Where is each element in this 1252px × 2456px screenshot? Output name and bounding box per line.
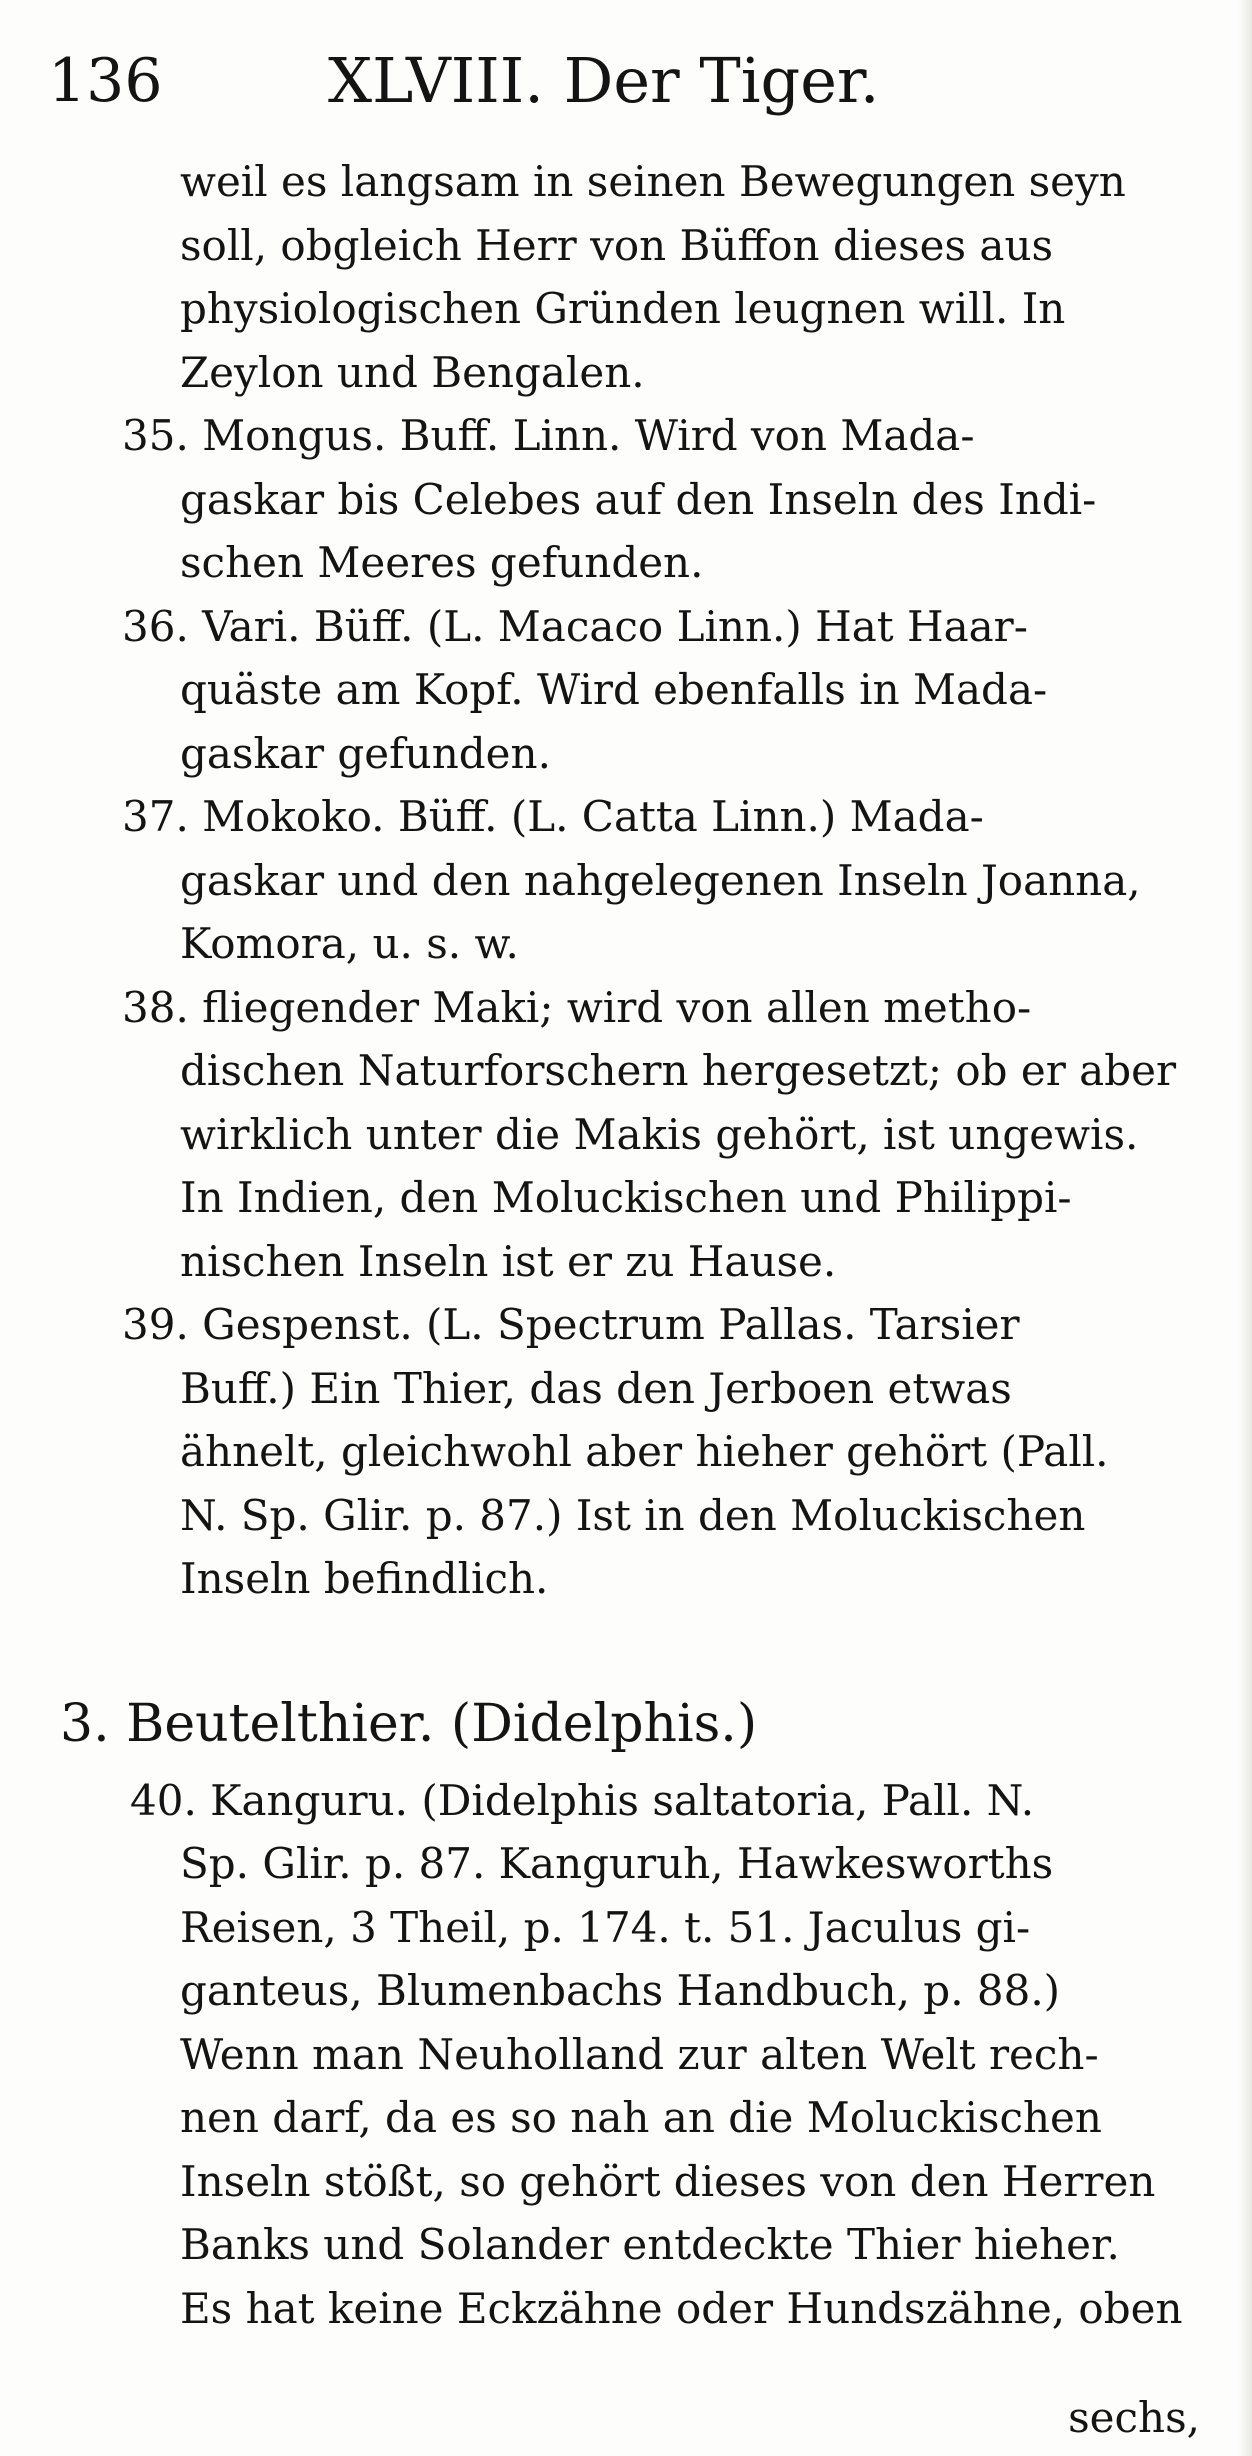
line-text: dischen Naturforschern hergesetzt; ob er aber (180, 1046, 1177, 1095)
text-line (60, 658, 1200, 722)
line-text: Buff.) Ein Thier, das den Jerboen etwas (180, 1363, 1012, 1413)
body-text (60, 150, 1200, 2442)
text-line (60, 1230, 1200, 1294)
line-text: 35. Mongus. Buff. Linn. Wird von Mada- (122, 411, 975, 460)
text-line (60, 849, 1200, 913)
line-text: In Indien, den Moluckischen und Philippi- (180, 1173, 1072, 1222)
text-line (60, 912, 1200, 976)
line-text: Wenn man Neuholland zur alten Welt rech- (180, 2029, 1099, 2079)
line-text: nen darf, da es so nah an die Moluckischen (180, 2093, 1102, 2142)
page-number: 136 (48, 46, 163, 116)
text-line (60, 2213, 1200, 2277)
text-line (60, 1166, 1200, 1230)
line-text: soll, obgleich Herr von Büffon dieses aus (180, 220, 1054, 270)
section-spacer (60, 1611, 1200, 1689)
line-text: N. Sp. Glir. p. 87.) Ist in den Moluckischen (180, 1490, 1086, 1540)
text-line (60, 341, 1200, 405)
text-line (60, 1896, 1200, 1960)
line-text: Zeylon und Bengalen. (180, 347, 645, 397)
catchword-line (60, 2340, 1200, 2442)
text-line (60, 1832, 1200, 1896)
line-text: Es hat keine Eckzähne oder Hundszähne, oben (180, 2283, 1183, 2333)
text-line (60, 1357, 1200, 1421)
text-line (60, 2023, 1200, 2087)
text-line (60, 1103, 1200, 1167)
section-heading: 3. Beutelthier. (Didelphis.) (60, 1693, 758, 1754)
line-text: gaskar gefunden. (180, 728, 551, 778)
line-text: 40. Kanguru. (Didelphis saltatoria, Pall. N. (130, 1775, 1035, 1825)
line-text: Sp. Glir. p. 87. Kanguruh, Hawkesworths (180, 1839, 1054, 1888)
page-edge-shadow (1238, 0, 1252, 2456)
line-text: physiologischen Gründen leugnen will. In (180, 284, 1066, 333)
line-text: Reisen, 3 Theil, p. 174. t. 51. Jaculus gi- (180, 1902, 1031, 1952)
page-header (48, 36, 1198, 126)
heading-spacer (60, 1759, 1200, 1769)
text-line (60, 531, 1200, 595)
line-text: Banks und Solander entdeckte Thier hieher. (180, 2220, 1120, 2269)
line-text: gaskar bis Celebes auf den Inseln des Indi- (180, 474, 1097, 524)
text-line (60, 214, 1200, 278)
line-text: schen Meeres gefunden. (180, 538, 704, 587)
line-text: ähnelt, gleichwohl aber hieher gehört (Pall. (180, 1427, 1109, 1476)
entries-marsupials (60, 1769, 1200, 2341)
text-line (60, 277, 1200, 341)
text-line (60, 2086, 1200, 2150)
text-line (60, 976, 1200, 1040)
line-text: 38. fliegender Maki; wird von allen metho- (122, 982, 1032, 1032)
text-line (60, 1547, 1200, 1611)
text-line (60, 2277, 1200, 2341)
text-line (60, 722, 1200, 786)
text-line (60, 595, 1200, 659)
line-text: 36. Vari. Büff. (L. Macaco Linn.) Hat Haar- (122, 601, 1028, 651)
text-line (60, 1420, 1200, 1484)
text-line (60, 785, 1200, 849)
line-text: Komora, u. s. w. (180, 919, 519, 968)
text-line (60, 1959, 1200, 2023)
line-text: 37. Mokoko. Büff. (L. Catta Linn.) Mada- (122, 792, 984, 841)
entries-primates (60, 150, 1200, 1611)
line-text: quäste am Kopf. Wird ebenfalls in Mada- (180, 665, 1048, 714)
text-line (60, 150, 1200, 214)
line-text: gaskar und den nahgelegenen Inseln Joanna, (180, 855, 1141, 905)
text-line (60, 468, 1200, 532)
text-line (60, 2150, 1200, 2214)
text-line (60, 1039, 1200, 1103)
text-line (60, 404, 1200, 468)
line-text: Inseln stößt, so gehört dieses von den Herren (180, 2156, 1156, 2206)
line-text: Inseln befindlich. (180, 1554, 549, 1603)
line-text: weil es langsam in seinen Bewegungen seyn (180, 157, 1126, 206)
text-line (60, 1293, 1200, 1357)
text-line (60, 1769, 1200, 1833)
line-text: wirklich unter die Makis gehört, ist ungewis. (180, 1109, 1139, 1159)
text-line (60, 1484, 1200, 1548)
line-text: ganteus, Blumenbachs Handbuch, p. 88.) (180, 1966, 1061, 2015)
running-title: XLVIII. Der Tiger. (328, 44, 880, 117)
catchword: sechs, (1068, 2393, 1200, 2442)
line-text: nischen Inseln ist er zu Hause. (180, 1236, 837, 1286)
line-text: 39. Gespenst. (L. Spectrum Pallas. Tarsier (122, 1300, 1020, 1349)
